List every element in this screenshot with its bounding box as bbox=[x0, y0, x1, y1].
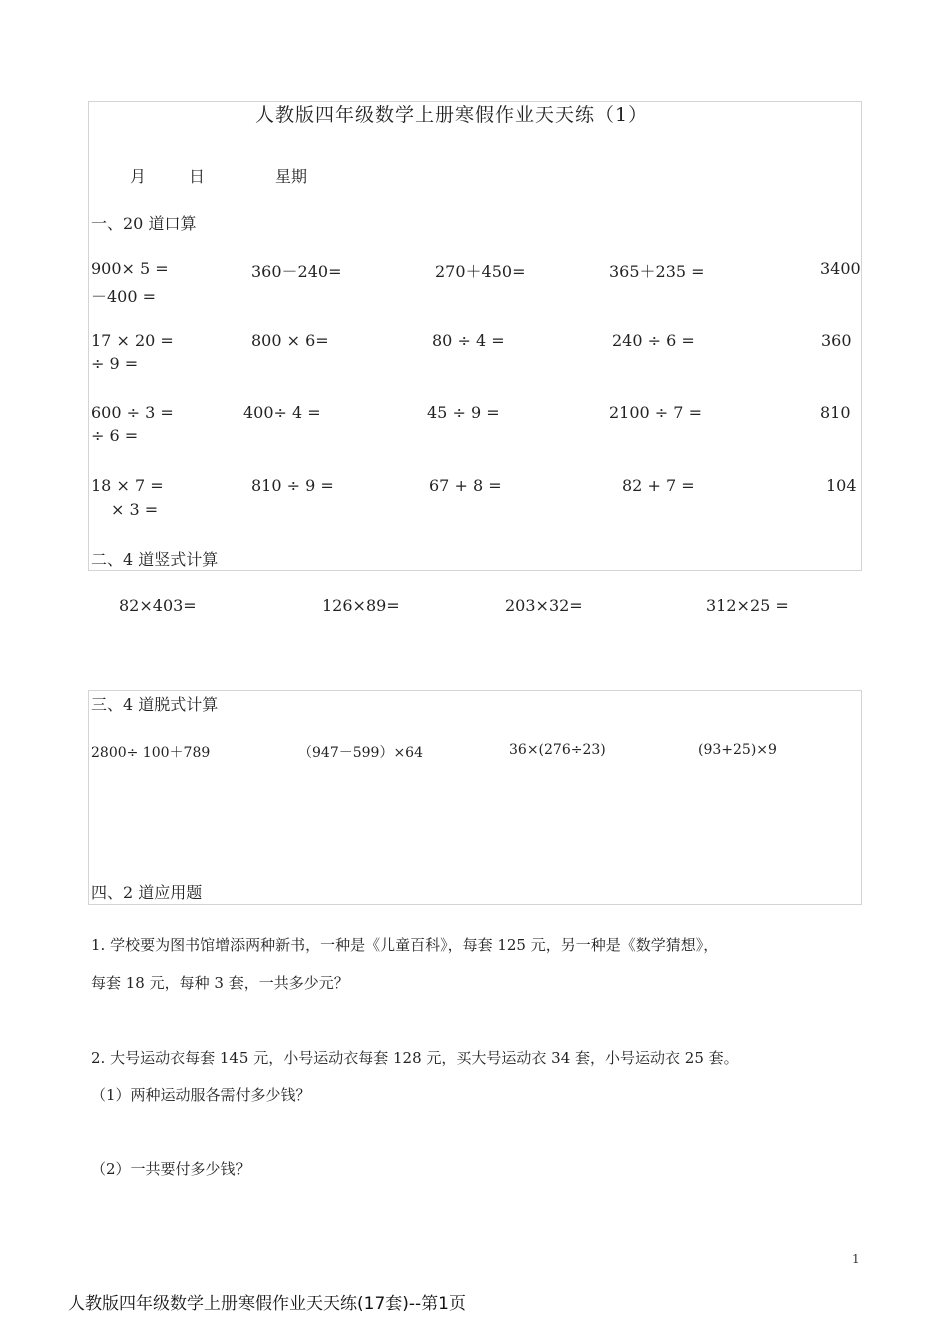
section2-heading: 二、4 道竖式计算 bbox=[91, 550, 219, 569]
section1-heading: 一、20 道口算 bbox=[91, 214, 197, 233]
vertical-calc-item: 126×89= bbox=[322, 596, 400, 615]
word-problem-1-line1: 1. 学校要为图书馆增添两种新书，一种是《儿童百科》，每套 125 元，另一种是《数学猜想》， bbox=[91, 936, 719, 954]
vertical-calc-item: 203×32= bbox=[505, 596, 583, 615]
oral-problem-wrap: × 3 = bbox=[111, 500, 159, 519]
oral-problem-wrap: ÷ 9 = bbox=[91, 354, 139, 373]
step-calc-item: 36×(276÷23) bbox=[509, 742, 606, 758]
word-problem-2-sub2: （2）一共要付多少钱？ bbox=[91, 1160, 251, 1178]
oral-problem-wrap: －400 = bbox=[91, 287, 157, 306]
date-weekday: 星期 bbox=[275, 167, 308, 186]
page-number: 1 bbox=[852, 1252, 860, 1266]
oral-problem: 67 + 8 = bbox=[429, 476, 502, 495]
page-title: 人教版四年级数学上册寒假作业天天练（1） bbox=[255, 104, 649, 126]
oral-problem: 400÷ 4 = bbox=[243, 403, 321, 422]
word-problem-1-line2: 每套 18 元，每种 3 套，一共多少元？ bbox=[91, 974, 349, 992]
oral-problem: 80 ÷ 4 = bbox=[432, 331, 505, 350]
date-day: 日 bbox=[189, 167, 206, 186]
oral-problem: 800 × 6= bbox=[251, 331, 329, 350]
date-month: 月 bbox=[130, 167, 147, 186]
oral-problem: 900× 5 = bbox=[91, 259, 169, 278]
section3-heading: 三、4 道脱式计算 bbox=[91, 695, 219, 714]
oral-problem: 270＋450= bbox=[435, 262, 526, 281]
page-footer: 人教版四年级数学上册寒假作业天天练(17套)--第1页 bbox=[68, 1294, 466, 1314]
step-calc-item: （947－599）×64 bbox=[298, 745, 423, 761]
oral-problem: 17 × 20 = bbox=[91, 331, 174, 350]
oral-problem: 18 × 7 = bbox=[91, 476, 164, 495]
oral-problem: 45 ÷ 9 = bbox=[427, 403, 500, 422]
word-problem-2-line1: 2. 大号运动衣每套 145 元，小号运动衣每套 128 元，买大号运动衣 34 套，小号运动衣 25 套。 bbox=[91, 1049, 739, 1067]
oral-problem: 2100 ÷ 7 = bbox=[609, 403, 702, 422]
oral-problem-start: 3400 bbox=[820, 259, 861, 278]
section-frame-middle bbox=[88, 690, 862, 905]
oral-problem: 360－240= bbox=[251, 262, 342, 281]
section4-heading: 四、2 道应用题 bbox=[91, 883, 203, 902]
vertical-calc-item: 82×403= bbox=[119, 596, 197, 615]
oral-problem-wrap: ÷ 6 = bbox=[91, 426, 139, 445]
oral-problem: 82 + 7 = bbox=[622, 476, 695, 495]
oral-problem-start: 360 bbox=[821, 331, 852, 350]
oral-problem: 240 ÷ 6 = bbox=[612, 331, 695, 350]
oral-problem: 810 ÷ 9 = bbox=[251, 476, 334, 495]
oral-problem: 600 ÷ 3 = bbox=[91, 403, 174, 422]
word-problem-2-sub1: （1）两种运动服各需付多少钱？ bbox=[91, 1086, 311, 1104]
oral-problem-start: 810 bbox=[820, 403, 851, 422]
vertical-calc-item: 312×25 = bbox=[706, 596, 789, 615]
oral-problem: 365＋235 = bbox=[609, 262, 705, 281]
step-calc-item: (93+25)×9 bbox=[698, 742, 777, 758]
oral-problem-start: 104 bbox=[826, 476, 857, 495]
step-calc-item: 2800÷ 100＋789 bbox=[91, 745, 211, 761]
